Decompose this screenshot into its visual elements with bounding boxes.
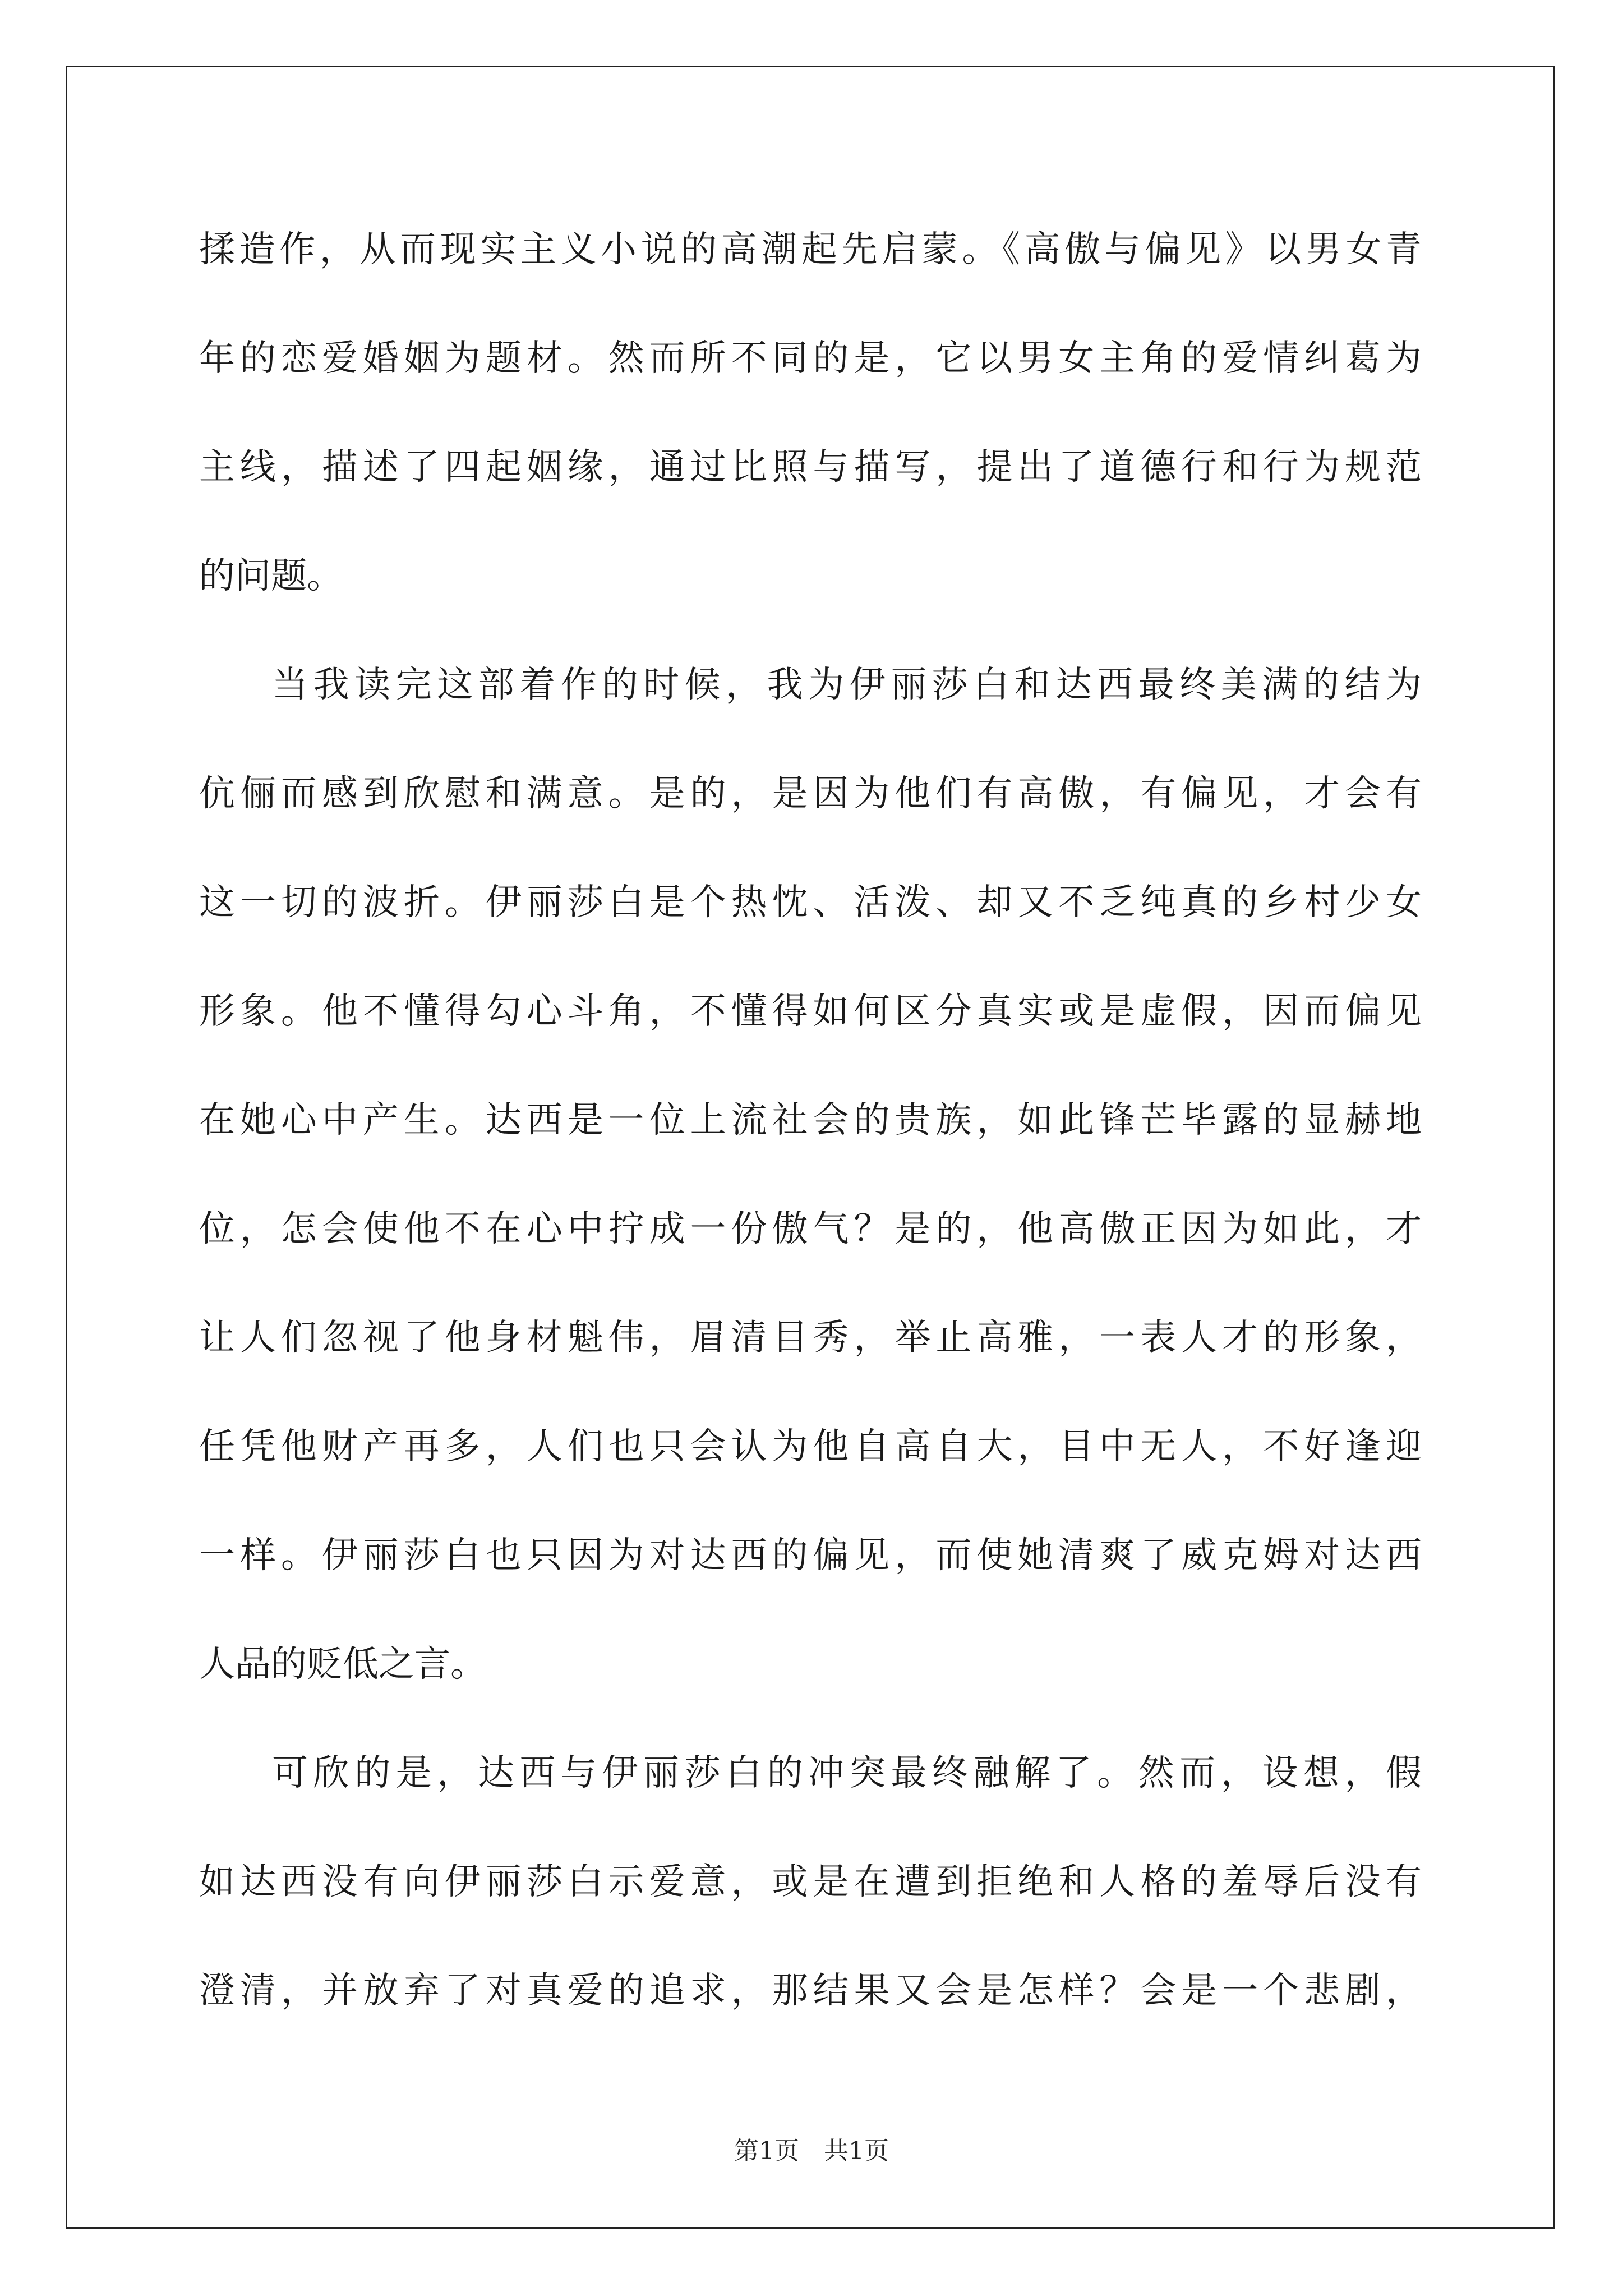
text-line: 如达西没有向伊丽莎白示爱意，或是在遭到拒绝和人格的羞辱后没有 xyxy=(199,1861,1422,1903)
text-line: 形象。他不懂得勾心斗角，不懂得如何区分真实或是虚假，因而偏见 xyxy=(199,991,1422,1032)
text-line: 在她心中产生。达西是一位上流社会的贵族，如此锋芒毕露的显赫地 xyxy=(199,1099,1422,1141)
text-line: 让人们忽视了他身材魁伟，眉清目秀，举止高雅，一表人才的形象， xyxy=(199,1317,1422,1359)
text-line: 一样。伊丽莎白也只因为对达西的偏见，而使她清爽了威克姆对达西 xyxy=(199,1535,1422,1576)
text-line: 主线，描述了四起姻缘，通过比照与描写，提出了道德行和行为规范 xyxy=(199,447,1422,488)
text-line: 澄清，并放弃了对真爱的追求，那结果又会是怎样？会是一个悲剧， xyxy=(199,1970,1422,2012)
text-line: 揉造作，从而现实主义小说的高潮起先启蒙。《高傲与偏见》以男女青 xyxy=(199,229,1422,270)
page-number-footer: 第1页 共1页 xyxy=(734,2137,889,2165)
text-line: 位，怎会使他不在心中拧成一份傲气？是的，他高傲正因为如此，才 xyxy=(199,1208,1422,1250)
text-line: 这一切的波折。伊丽莎白是个热忱、活泼、却又不乏纯真的乡村少女 xyxy=(199,882,1422,923)
text-line: 年的恋爱婚姻为题材。然而所不同的是，它以男女主角的爱情纠葛为 xyxy=(199,338,1422,379)
document-body xyxy=(199,219,1422,2069)
text-line: 伉俪而感到欣慰和满意。是的，是因为他们有高傲，有偏见，才会有 xyxy=(199,773,1422,815)
text-line: 人品的贬低之言。 xyxy=(199,1644,486,1685)
text-line: 可欣的是，达西与伊丽莎白的冲突最终融解了。然而，设想，假 xyxy=(272,1752,1422,1794)
text-line: 当我读完这部着作的时候，我为伊丽莎白和达西最终美满的结为 xyxy=(272,664,1422,706)
text-line: 任凭他财产再多，人们也只会认为他自高自大，目中无人，不好逢迎 xyxy=(199,1426,1422,1467)
text-line: 的问题。 xyxy=(199,555,343,597)
